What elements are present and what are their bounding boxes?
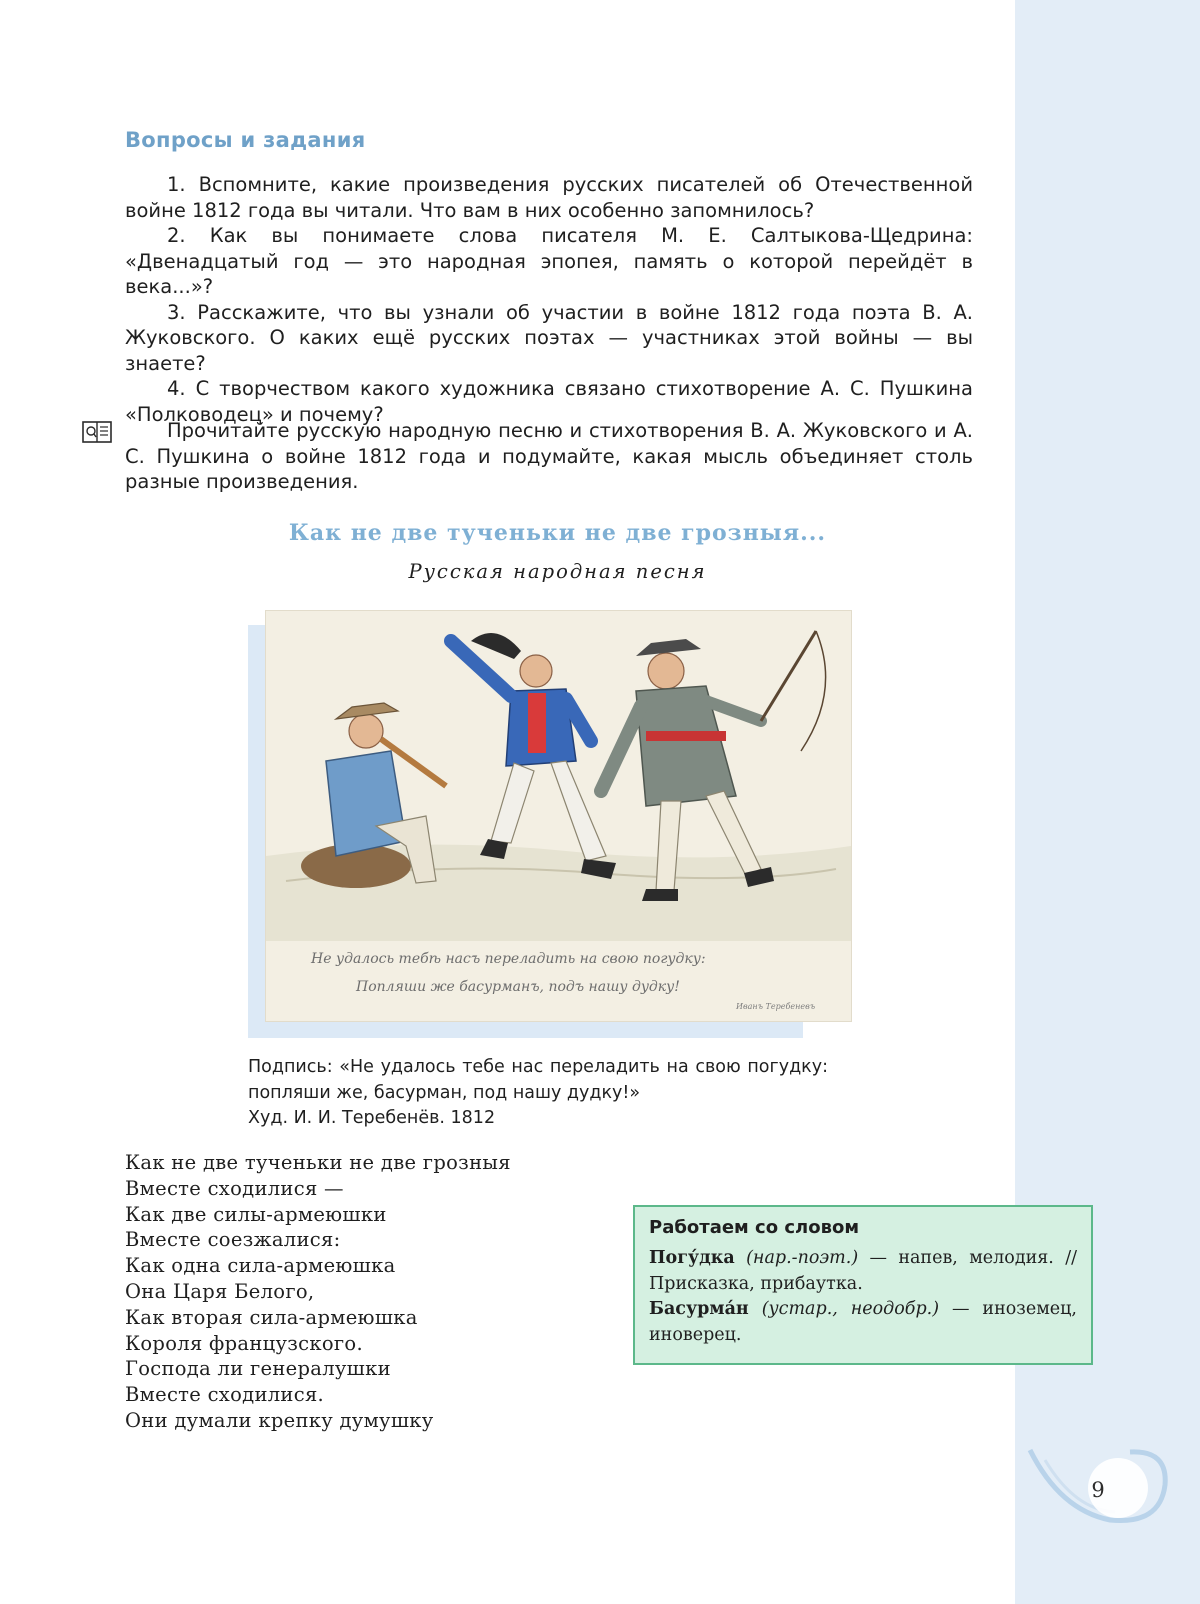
poem-text (125, 1150, 511, 1434)
question-item: 4. С творчеством какого художника связано стихотворение А. С. Пушкина «Полководец» и почему? (125, 377, 973, 426)
question-item: 2. Как вы понимаете слова писателя М. Е. Салтыкова-Щедрина: «Двенадцатый год — это народная эпопея, память о которой перейдёт в века...»? (125, 224, 973, 298)
poem-line: Как одна сила-армеюшка (125, 1254, 396, 1278)
page-number: 9 (1091, 1478, 1105, 1502)
poem-line: Как не две тученьки не две грозныя (125, 1151, 511, 1174)
vocabulary-entry (649, 1297, 1077, 1348)
reading-task (125, 418, 973, 495)
poem-line: Как вторая сила-армеюшка (125, 1305, 418, 1329)
vocabulary-definition: — напев, мелодия. // Присказка, прибаутка. (649, 1248, 1077, 1294)
vocabulary-heading: Работаем со словом (649, 1217, 860, 1238)
illustration-drawing (266, 611, 851, 1021)
poem-line: Короля французского. (125, 1331, 363, 1355)
questions-list (125, 172, 973, 427)
vocabulary-note: (устар., неодобр.) (761, 1299, 940, 1319)
vocabulary-definition: — иноземец, иноверец. (649, 1299, 1077, 1345)
poem-line: Вместе соезжалися: (125, 1228, 341, 1252)
reading-task-text: Прочитайте русскую народную песню и стихотворения В. А. Жуковского и А. С. Пушкина о войне 1812 года и подумайте, какая мысль объединяет столь разные произведения. (125, 419, 973, 493)
illustration-caption (248, 1055, 828, 1132)
poem-line: Вместе сходилися — (125, 1176, 344, 1200)
vocabulary-word: Погу́дка (649, 1248, 735, 1268)
section-title: Вопросы и задания (125, 128, 366, 152)
poem-line: Они думали крепку думушку (125, 1408, 434, 1432)
poem-line: Господа ли генералушки (125, 1357, 391, 1381)
vocabulary-entry (649, 1246, 1077, 1297)
question-item: 3. Расскажите, что вы узнали об участии в войне 1812 года поэта В. А. Жуковского. О каких ещё русских поэтах — участниках этой войны — вы знаете? (125, 300, 973, 375)
illustration (265, 610, 852, 1022)
caption-text: Подпись: «Не удалось тебе нас переладить на свою погудку: попляши же, басурман, под нашу дудку!» (248, 1057, 828, 1103)
open-book-icon (82, 420, 112, 444)
illustration-inscription-1: Не удалось тебѣ насъ переладить на свою погудку: (311, 951, 706, 967)
poem-line: Как две силы-армеюшки (125, 1202, 387, 1226)
illustration-signature: Иванъ Теребеневъ (736, 1002, 816, 1011)
vocabulary-note: (нар.-поэт.) (746, 1248, 859, 1268)
illustration-inscription-2: Попляши же басурманъ, подъ нашу дудку! (356, 979, 680, 995)
caption-credit: Худ. И. И. Теребенёв. 1812 (248, 1108, 496, 1128)
vocabulary-word: Басурма́н (649, 1299, 749, 1319)
question-item: 1. Вспомните, какие произведения русских писателей об Отечественной войне 1812 года вы читали. Что вам в них особенно запомнилось? (125, 173, 973, 222)
poem-subtitle: Русская народная песня (408, 560, 707, 583)
vocabulary-box (633, 1205, 1093, 1365)
poem-title: Как не две тученьки не две грозныя... (288, 520, 827, 546)
poem-line: Вместе сходилися. (125, 1383, 325, 1407)
poem-line: Она Царя Белого, (125, 1279, 315, 1303)
